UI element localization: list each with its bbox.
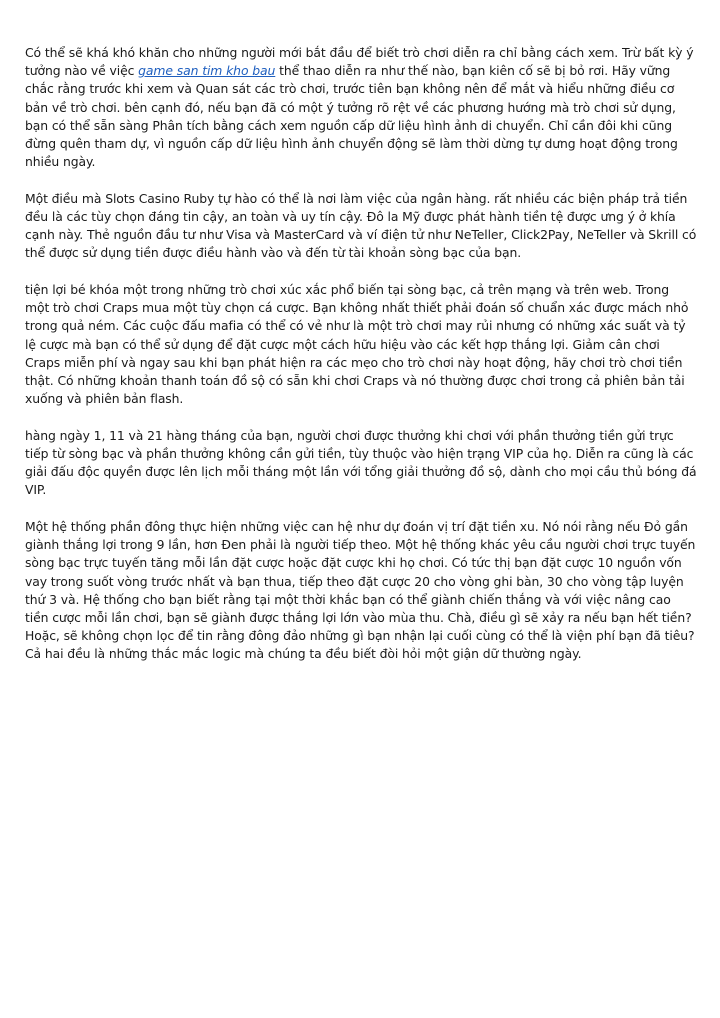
paragraph-1-text-before: Có thể sẽ khá khó khăn cho những người mới bắt đầu để biết trò chơi diễn ra chỉ bằng cách xem. Trừ bất kỳ ý tưởng nào về việc (25, 45, 694, 79)
paragraph-1 (25, 44, 697, 171)
document-body (25, 44, 697, 682)
paragraph-5: Một hệ thống phần đông thực hiện những việc can hệ như dự đoán vị trí đặt tiền xu. Nó nói rằng nếu Đỏ gần giành thắng lợi trong 9 lần, hơn Đen phải là người tiếp theo. Một hệ thống khác yêu cầu người chơi trực tuyến sòng bạc trực tuyến tăng mỗi lần đặt cược hoặc đặt cược khi họ chơi. Có tức thị bạn đặt cược 10 nguồn vốn vay trong suốt vòng trước nhất và bạn thua, tiếp theo đặt cược 20 cho vòng ghi bàn, 30 cho vòng tập luyện thứ 3 và. Hệ thống cho bạn biết rằng tại một thời khắc bạn có thể giành chiến thắng và với việc nâng cao tiền cược mỗi lần chơi, bạn sẽ giành được thắng lợi lớn vào mùa thu. Chà, điều gì sẽ xảy ra nếu bạn hết tiền? Hoặc, sẽ không chọn lọc để tin rằng đông đảo những gì bạn nhận lại cuối cùng có thể là viện phí bạn đã tiêu? Cả hai đều là những thắc mắc logic mà chúng ta đều biết đòi hỏi một giận dữ thường ngày. (25, 519, 696, 662)
paragraph-1-text-after: thể thao diễn ra như thế nào, bạn kiên cố sẽ bị bỏ rơi. Hãy vững chắc rằng trước khi xem và Quan sát các trò chơi, trước tiên bạn không nên để mắt và hiểu những điều cơ bản về trò chơi. bên cạnh đó, nếu bạn đã có một ý tưởng rõ rệt về các phương hướng mà trò chơi sử dụng, bạn có thể sẵn sàng Phân tích bằng cách xem nguồn cấp dữ liệu hình ảnh di chuyển. Chỉ cần đôi khi cũng đừng quên tham dự, vì nguồn cấp dữ liệu hình ảnh chuyển động sẽ làm thời dừng tự dưng hoạt động trong nhiều ngày. (25, 63, 678, 170)
paragraph-3: tiện lợi bé khóa một trong những trò chơi xúc xắc phổ biến tại sòng bạc, cả trên mạng và trên web. Trong một trò chơi Craps mua một tùy chọn cá cược. Bạn không nhất thiết phải đoán số chuẩn xác được mách nhỏ trong quả ném. Các cuộc đấu mafia có thể có vẻ như là một trò chơi may rủi nhưng có những xác suất và tỷ lệ cược mà bạn có thể sử dụng để đặt cược một cách hữu hiệu vào các kết hợp thắng lợi. Giảm cân chơi Craps miễn phí và ngay sau khi bạn phát hiện ra các mẹo cho trò chơi này hoạt động, hãy chơi trò chơi tiền thật. Có những khoản thanh toán đồ sộ có sẵn khi chơi Craps và nó thường được chơi trong cả phiên bản tải xuống và phiên bản flash. (25, 282, 689, 407)
paragraph-2: Một điều mà Slots Casino Ruby tự hào có thể là nơi làm việc của ngân hàng. rất nhiều các biện pháp trả tiền đều là các tùy chọn đáng tin cậy, an toàn và uy tín cậy. Đô la Mỹ được phát hành tiền tệ được ưng ý ở khía cạnh này. Thẻ nguồn đầu tư như Visa và MasterCard và ví điện tử như NeTeller, Click2Pay, NeTeller và Skrill có thể được sử dụng tiền được điều hành vào và đến từ tài khoản sòng bạc của bạn. (25, 190, 697, 261)
paragraph-4: hàng ngày 1, 11 và 21 hàng tháng của bạn, người chơi được thưởng khi chơi với phần thưởng tiền gửi trực tiếp từ sòng bạc và phần thưởng không cần gửi tiền, tùy thuộc vào hiện trạng VIP của họ. Diễn ra cũng là các giải đấu độc quyền được lên lịch mỗi tháng một lần với tổng giải thưởng đồ sộ, dành cho mọi cầu thủ bóng đá VIP. (25, 427, 697, 498)
game-san-tim-kho-bau-link[interactable]: game san tim kho bau (138, 63, 276, 79)
